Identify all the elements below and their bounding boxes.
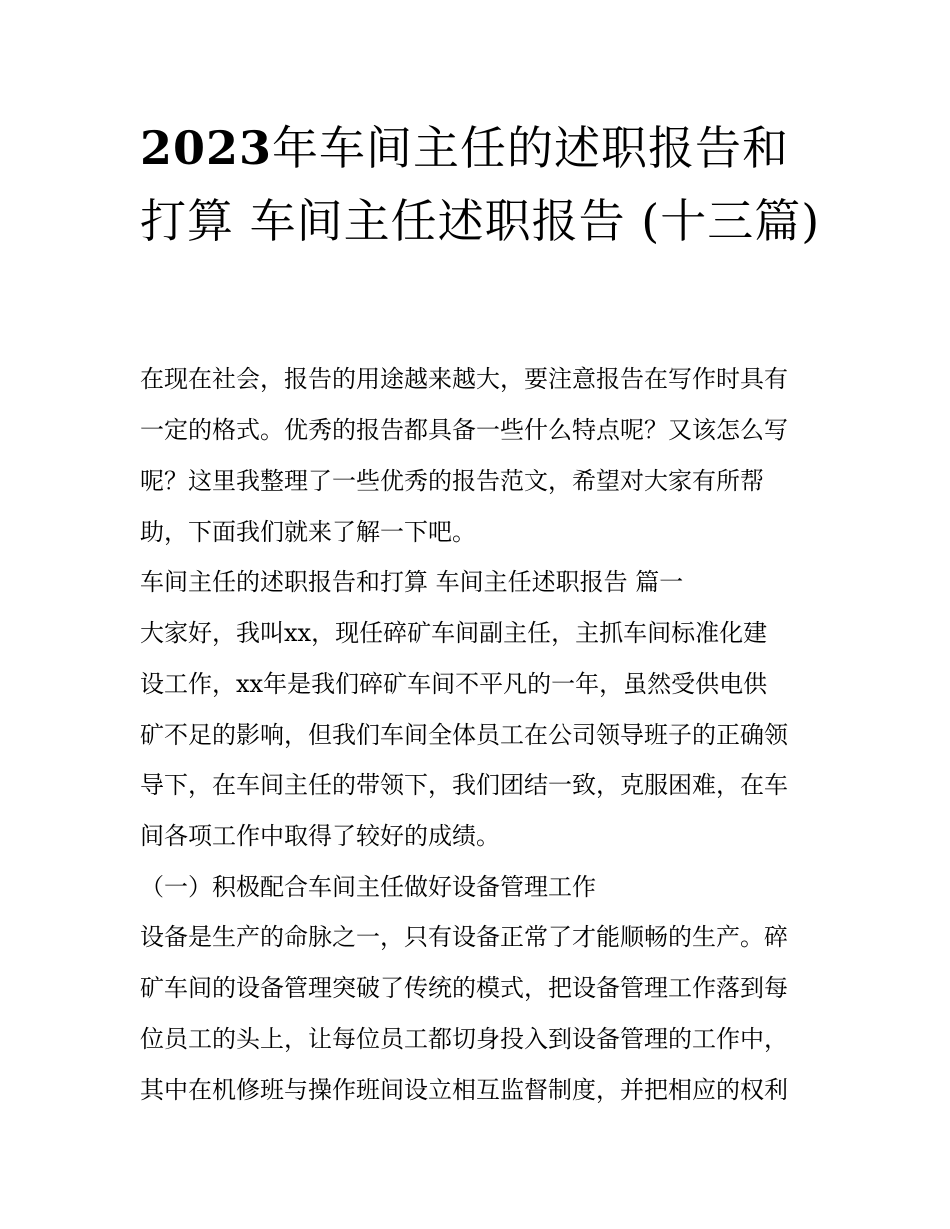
body-line: 设备是生产的命脉之一，只有设备正常了才能顺畅的生产。碎 [140, 923, 788, 951]
body-line: 设工作，xx年是我们碎矿车间不平凡的一年，虽然受供电供 [140, 670, 768, 698]
subsection-heading: （一）积极配合车间主任做好设备管理工作 [140, 873, 596, 901]
body-line: 在现在社会，报告的用途越来越大，要注意报告在写作时具有 [140, 365, 788, 393]
body-line: 间各项工作中取得了较好的成绩。 [140, 822, 500, 850]
body-line: 一定的格式。优秀的报告都具备一些什么特点呢？又该怎么写 [140, 416, 788, 444]
section-heading: 车间主任的述职报告和打算 车间主任述职报告 篇一 [140, 568, 684, 596]
title-year: 2023 [140, 121, 273, 175]
body-line: 大家好，我叫xx，现任碎矿车间副主任，主抓车间标准化建 [140, 619, 768, 647]
body-line: 呢？这里我整理了一些优秀的报告范文，希望对大家有所帮 [140, 467, 764, 495]
body-line: 位员工的头上，让每位员工都切身投入到设备管理的工作中， [140, 1025, 788, 1053]
body-line: 其中在机修班与操作班间设立相互监督制度，并把相应的权利 [140, 1076, 788, 1104]
body-line: 助，下面我们就来了解一下吧。 [140, 518, 476, 546]
document-title [140, 112, 830, 258]
body-line: 矿不足的影响，但我们车间全体员工在公司领导班子的正确领 [140, 721, 788, 749]
body-line: 矿车间的设备管理突破了传统的模式，把设备管理工作落到每 [140, 974, 788, 1002]
title-text: 年车间主任的述职报告和打算 车间主任述职报告 (十三篇) [140, 121, 821, 248]
body-line: 导下，在车间主任的带领下，我们团结一致，克服困难，在车 [140, 771, 788, 799]
